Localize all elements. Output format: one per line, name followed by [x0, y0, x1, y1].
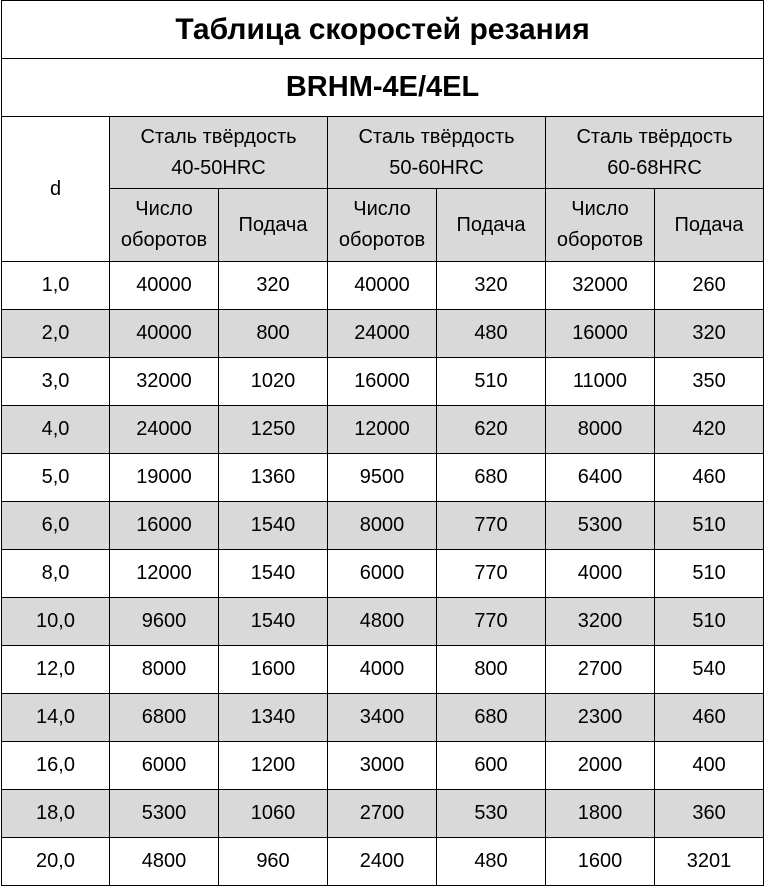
rpm-40-50-cell: 32000 — [110, 358, 219, 406]
rpm-40-50-cell: 16000 — [110, 502, 219, 550]
feed-40-50-cell: 1540 — [219, 598, 328, 646]
group-header-50-60 — [328, 117, 546, 189]
rpm-60-68-cell: 32000 — [546, 262, 655, 310]
rpm-60-68-cell: 4000 — [546, 550, 655, 598]
rpm-50-60-cell: 12000 — [328, 406, 437, 454]
table-row — [2, 358, 764, 406]
rpm-header-line2: оборотов — [338, 229, 426, 251]
rpm-60-68-cell: 2700 — [546, 646, 655, 694]
rpm-60-68-cell: 5300 — [546, 502, 655, 550]
table-row — [2, 454, 764, 502]
feed-50-60-cell: 530 — [437, 790, 546, 838]
diameter-cell: 4,0 — [2, 406, 110, 454]
rpm-40-50-cell: 24000 — [110, 406, 219, 454]
feed-50-60-cell: 480 — [437, 310, 546, 358]
rpm-60-68-cell: 1800 — [546, 790, 655, 838]
group-header-text: Сталь твёрдость — [140, 125, 297, 148]
feed-60-68-cell: 3201 — [655, 838, 764, 886]
rpm-60-68-cell: 11000 — [546, 358, 655, 406]
feed-60-68-cell: 540 — [655, 646, 764, 694]
table-row — [2, 502, 764, 550]
feed-40-50-cell: 1200 — [219, 742, 328, 790]
rpm-60-68-cell: 8000 — [546, 406, 655, 454]
table-title: Таблица скоростей резания — [2, 1, 764, 59]
rpm-header-line1: Число — [135, 198, 193, 220]
feed-50-60-cell: 600 — [437, 742, 546, 790]
diameter-header: d — [2, 117, 110, 262]
diameter-cell: 6,0 — [2, 502, 110, 550]
rpm-50-60-cell: 3400 — [328, 694, 437, 742]
diameter-cell: 3,0 — [2, 358, 110, 406]
rpm-60-68-cell: 3200 — [546, 598, 655, 646]
rpm-40-50-cell: 6800 — [110, 694, 219, 742]
feed-50-60-cell: 680 — [437, 694, 546, 742]
rpm-40-50-cell: 5300 — [110, 790, 219, 838]
rpm-50-60-cell: 6000 — [328, 550, 437, 598]
feed-50-60-cell: 770 — [437, 550, 546, 598]
feed-60-68-cell: 510 — [655, 550, 764, 598]
feed-60-68-cell: 460 — [655, 454, 764, 502]
rpm-60-68-cell: 2000 — [546, 742, 655, 790]
rpm-50-60-cell: 4800 — [328, 598, 437, 646]
diameter-cell: 8,0 — [2, 550, 110, 598]
rpm-40-50-cell: 19000 — [110, 454, 219, 502]
feed-60-68-cell: 460 — [655, 694, 764, 742]
feed-40-50-cell: 1540 — [219, 550, 328, 598]
rpm-60-68-cell: 6400 — [546, 454, 655, 502]
rpm-50-60-cell: 9500 — [328, 454, 437, 502]
table-row — [2, 310, 764, 358]
cutting-speed-table — [1, 0, 764, 886]
feed-40-50-cell: 1600 — [219, 646, 328, 694]
group-header-60-68 — [546, 117, 764, 189]
feed-header: Подача — [655, 189, 764, 262]
feed-40-50-cell: 1360 — [219, 454, 328, 502]
feed-40-50-cell: 1060 — [219, 790, 328, 838]
rpm-50-60-cell: 24000 — [328, 310, 437, 358]
rpm-50-60-cell: 2700 — [328, 790, 437, 838]
table-row — [2, 550, 764, 598]
table-row — [2, 262, 764, 310]
feed-40-50-cell: 960 — [219, 838, 328, 886]
rpm-header — [546, 189, 655, 262]
rpm-header-line1: Число — [571, 198, 629, 220]
rpm-50-60-cell: 2400 — [328, 838, 437, 886]
rpm-header-line2: оборотов — [120, 229, 208, 251]
group-header-text: Сталь твёрдость — [576, 125, 733, 148]
rpm-header-line1: Число — [353, 198, 411, 220]
feed-60-68-cell: 400 — [655, 742, 764, 790]
feed-50-60-cell: 680 — [437, 454, 546, 502]
feed-40-50-cell: 1540 — [219, 502, 328, 550]
diameter-cell: 5,0 — [2, 454, 110, 502]
diameter-cell: 18,0 — [2, 790, 110, 838]
rpm-50-60-cell: 8000 — [328, 502, 437, 550]
table-row — [2, 598, 764, 646]
diameter-cell: 10,0 — [2, 598, 110, 646]
feed-header: Подача — [219, 189, 328, 262]
diameter-cell: 14,0 — [2, 694, 110, 742]
rpm-40-50-cell: 9600 — [110, 598, 219, 646]
diameter-cell: 12,0 — [2, 646, 110, 694]
diameter-cell: 20,0 — [2, 838, 110, 886]
feed-40-50-cell: 800 — [219, 310, 328, 358]
rpm-40-50-cell: 4800 — [110, 838, 219, 886]
table-row — [2, 646, 764, 694]
feed-50-60-cell: 510 — [437, 358, 546, 406]
feed-40-50-cell: 320 — [219, 262, 328, 310]
group-header-hardness: 60-68HRC — [607, 156, 702, 179]
feed-50-60-cell: 770 — [437, 598, 546, 646]
feed-header: Подача — [437, 189, 546, 262]
rpm-header — [328, 189, 437, 262]
feed-60-68-cell: 360 — [655, 790, 764, 838]
table-row — [2, 838, 764, 886]
rpm-50-60-cell: 16000 — [328, 358, 437, 406]
group-header-text: Сталь твёрдость — [358, 125, 515, 148]
feed-60-68-cell: 320 — [655, 310, 764, 358]
rpm-60-68-cell: 2300 — [546, 694, 655, 742]
diameter-cell: 2,0 — [2, 310, 110, 358]
feed-40-50-cell: 1020 — [219, 358, 328, 406]
feed-40-50-cell: 1340 — [219, 694, 328, 742]
feed-50-60-cell: 480 — [437, 838, 546, 886]
rpm-50-60-cell: 40000 — [328, 262, 437, 310]
rpm-header-line2: оборотов — [556, 229, 644, 251]
feed-60-68-cell: 510 — [655, 598, 764, 646]
feed-50-60-cell: 620 — [437, 406, 546, 454]
feed-60-68-cell: 350 — [655, 358, 764, 406]
feed-60-68-cell: 420 — [655, 406, 764, 454]
model-name: BRHM-4E/4EL — [2, 59, 764, 117]
feed-40-50-cell: 1250 — [219, 406, 328, 454]
rpm-40-50-cell: 40000 — [110, 310, 219, 358]
diameter-cell: 16,0 — [2, 742, 110, 790]
rpm-header — [110, 189, 219, 262]
group-header-hardness: 40-50HRC — [171, 156, 266, 179]
table-row — [2, 742, 764, 790]
rpm-50-60-cell: 4000 — [328, 646, 437, 694]
feed-50-60-cell: 320 — [437, 262, 546, 310]
table-row — [2, 406, 764, 454]
feed-50-60-cell: 770 — [437, 502, 546, 550]
rpm-60-68-cell: 16000 — [546, 310, 655, 358]
diameter-cell: 1,0 — [2, 262, 110, 310]
rpm-40-50-cell: 40000 — [110, 262, 219, 310]
group-header-40-50 — [110, 117, 328, 189]
rpm-40-50-cell: 6000 — [110, 742, 219, 790]
feed-50-60-cell: 800 — [437, 646, 546, 694]
feed-60-68-cell: 260 — [655, 262, 764, 310]
rpm-40-50-cell: 8000 — [110, 646, 219, 694]
rpm-50-60-cell: 3000 — [328, 742, 437, 790]
feed-60-68-cell: 510 — [655, 502, 764, 550]
table-row — [2, 694, 764, 742]
rpm-60-68-cell: 1600 — [546, 838, 655, 886]
group-header-hardness: 50-60HRC — [389, 156, 484, 179]
table-row — [2, 790, 764, 838]
rpm-40-50-cell: 12000 — [110, 550, 219, 598]
